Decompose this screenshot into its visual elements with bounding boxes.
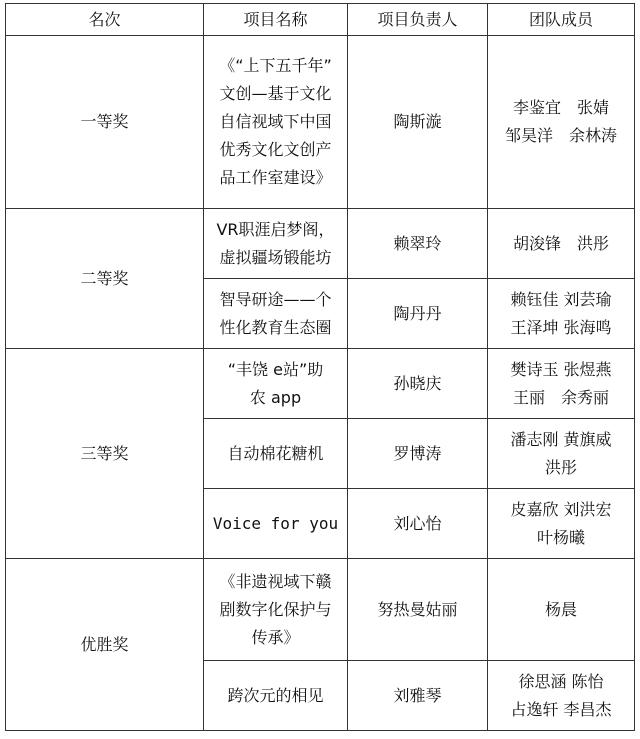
team-members: 皮嘉欣 刘洪宏 叶杨曦: [488, 489, 635, 559]
project-name: Voice for you: [204, 489, 348, 559]
project-name: “丰饶 e站”助 农 app: [204, 349, 348, 419]
project-leader: 陶斯漩: [348, 36, 488, 209]
team-members: 徐思涵 陈怡 占逸轩 李昌杰: [488, 661, 635, 731]
table-row: [6, 559, 635, 661]
awards-table: [5, 3, 635, 731]
header-project: 项目名称: [204, 4, 348, 36]
project-name: 《非遗视域下赣 剧数字化保护与 传承》: [204, 559, 348, 661]
award-excellence: 优胜奖: [6, 559, 204, 731]
project-name: VR职涯启梦阁， 虚拟疆场锻能坊: [204, 209, 348, 279]
team-members: 李鉴宜 张婧 邹昊洋 余林涛: [488, 36, 635, 209]
award-first: 一等奖: [6, 36, 204, 209]
header-rank: 名次: [6, 4, 204, 36]
project-leader: 努热曼姑丽: [348, 559, 488, 661]
header-leader: 项目负责人: [348, 4, 488, 36]
team-members: 潘志刚 黄旗威 洪彤: [488, 419, 635, 489]
table-row: [6, 36, 635, 209]
project-leader: 刘雅琴: [348, 661, 488, 731]
award-second: 二等奖: [6, 209, 204, 349]
project-leader: 孙晓庆: [348, 349, 488, 419]
project-name: 《“上下五千年” 文创—基于文化 自信视域下中国 优秀文化文创产 品工作室建设》: [204, 36, 348, 209]
team-members: 杨晨: [488, 559, 635, 661]
project-name: 智导研途——个 性化教育生态圈: [204, 279, 348, 349]
team-members: 赖钰佳 刘芸瑜 王泽坤 张海鸣: [488, 279, 635, 349]
award-third: 三等奖: [6, 349, 204, 559]
project-leader: 罗博涛: [348, 419, 488, 489]
project-leader: 刘心怡: [348, 489, 488, 559]
project-leader: 陶丹丹: [348, 279, 488, 349]
project-name: 自动棉花糖机: [204, 419, 348, 489]
team-members: 樊诗玉 张煜燕 王丽 余秀丽: [488, 349, 635, 419]
project-leader: 赖翠玲: [348, 209, 488, 279]
team-members: 胡浚锋 洪彤: [488, 209, 635, 279]
header-members: 团队成员: [488, 4, 635, 36]
header-row: [6, 4, 635, 36]
table-row: [6, 349, 635, 419]
table-row: [6, 209, 635, 279]
project-name: 跨次元的相见: [204, 661, 348, 731]
